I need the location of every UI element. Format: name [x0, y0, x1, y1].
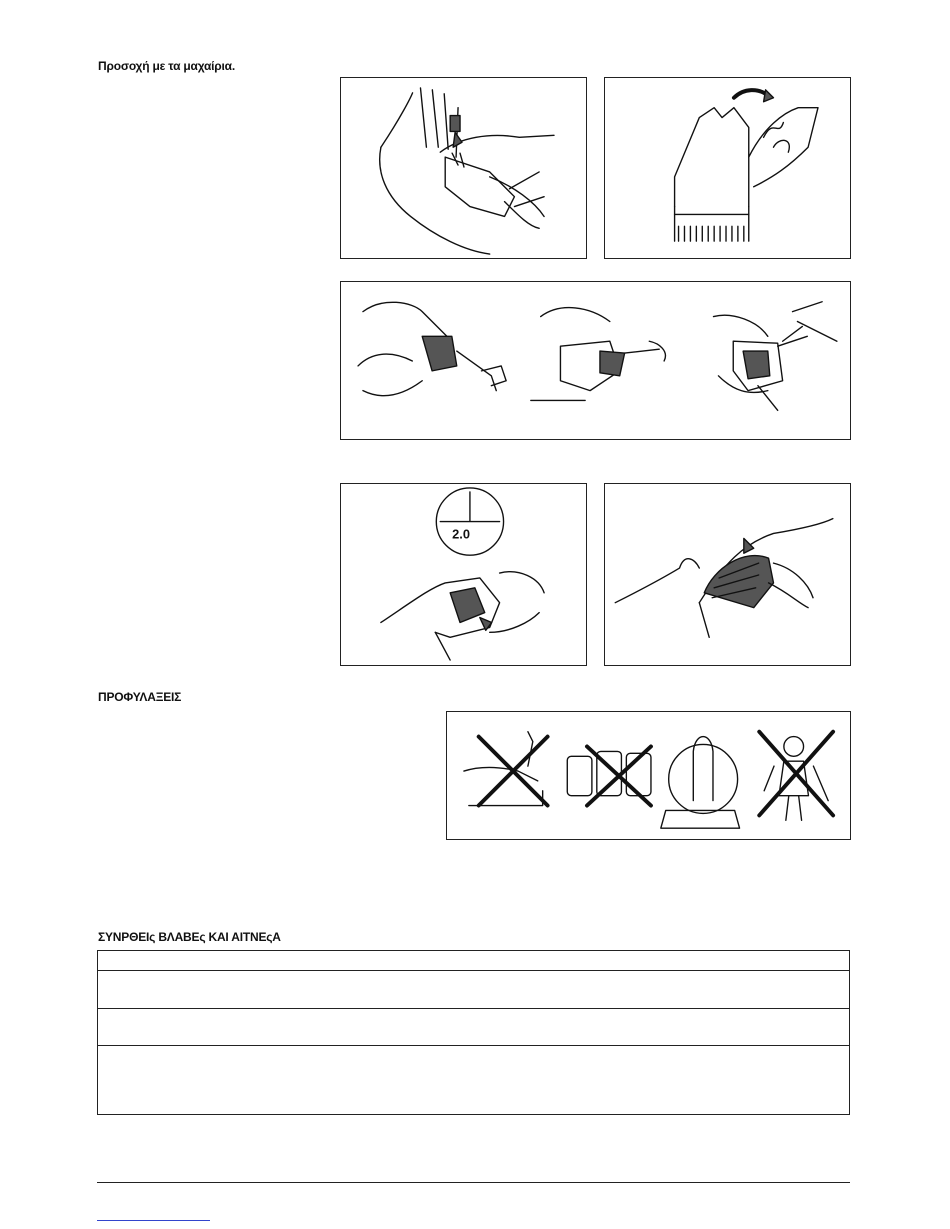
- knives-heading: Προσοχή με τα μαχαίρια.: [98, 59, 235, 73]
- faults-table-cell: [98, 1046, 850, 1115]
- faults-heading: ΣΥΝΡΘΕΙς ΒΛΑΒΕς ΚΑΙ ΑΙΤΝΕςΑ: [98, 930, 281, 944]
- faults-table-header-row: [98, 951, 850, 971]
- comb-attachment-illustration: [604, 483, 851, 666]
- blade-handling-illustration: [340, 77, 587, 259]
- precautions-heading: ΠΡΟΦΥΛΑΞΕΙΣ: [98, 690, 182, 704]
- faults-table-cell: [98, 971, 850, 1009]
- faults-table-row: [98, 1009, 850, 1046]
- blade-cleaning-illustration: [340, 281, 851, 440]
- length-dial-drawing: [341, 484, 586, 665]
- footer-divider: [97, 1182, 850, 1183]
- faults-table-cell: [98, 951, 850, 971]
- hand-holding-clipper-drawing: [341, 78, 586, 258]
- clipper-head-open-drawing: [605, 78, 850, 258]
- comb-attach-drawing: [605, 484, 850, 665]
- cleaning-steps-drawing: [341, 282, 850, 439]
- footer-link-underline[interactable]: [97, 1210, 210, 1221]
- faults-table-cell: [98, 1009, 850, 1046]
- faults-table-row: [98, 1046, 850, 1115]
- faults-table: [97, 950, 850, 1115]
- precautions-illustration: [446, 711, 851, 840]
- blade-removal-illustration: [604, 77, 851, 259]
- length-dial-value: 2.0: [452, 526, 470, 542]
- faults-table-row: [98, 971, 850, 1009]
- cut-length-adjust-illustration: [340, 483, 587, 666]
- precaution-pictograms-drawing: [447, 712, 850, 839]
